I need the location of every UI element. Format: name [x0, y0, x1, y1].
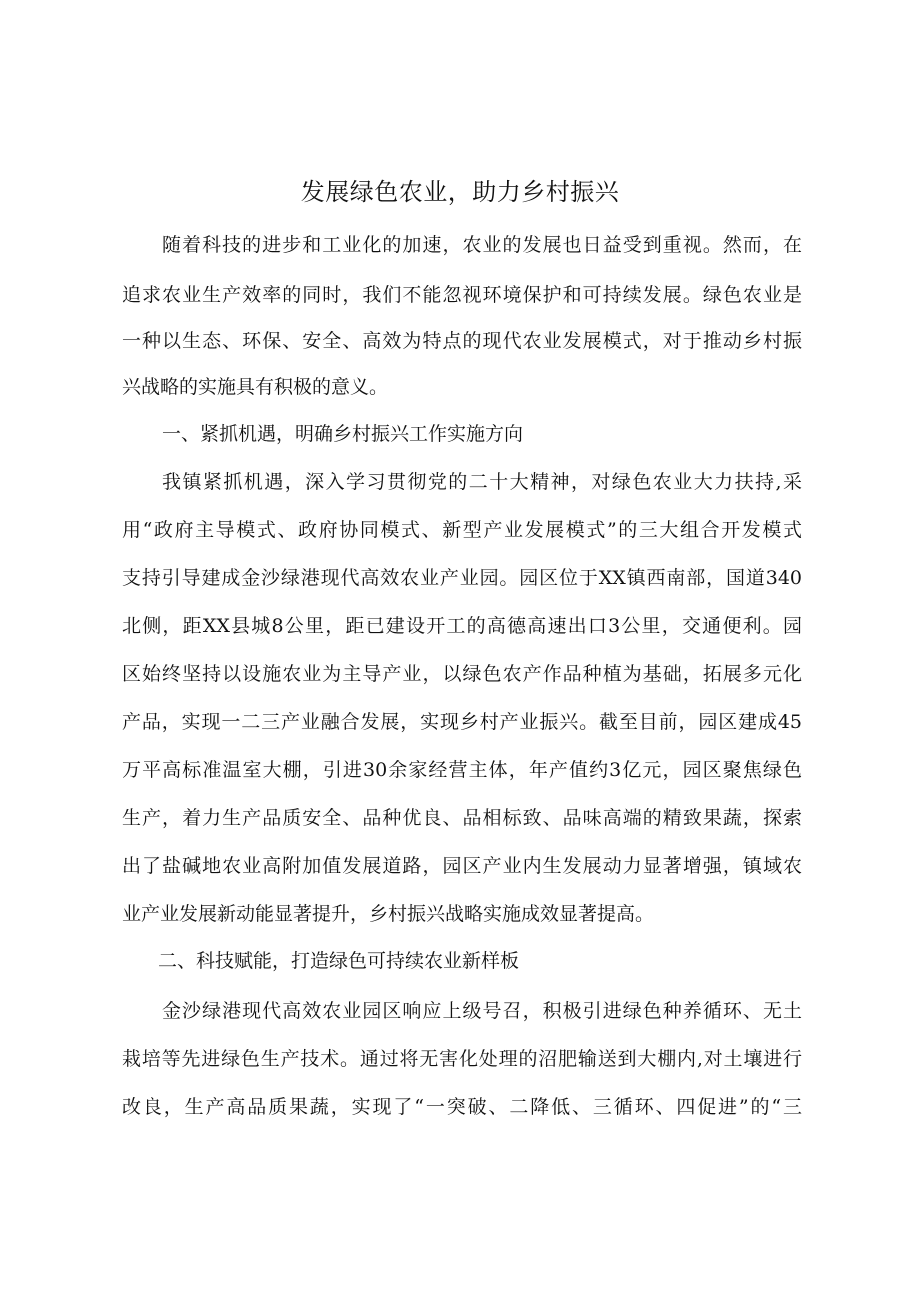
- section-heading: 一、紧抓机遇，明确乡村振兴工作实施方向: [162, 423, 524, 445]
- paragraph-line: 一种以生态、环保、安全、高效为特点的现代农业发展模式，对于推动乡村振: [122, 330, 802, 352]
- paragraph-line: 区始终坚持以设施农业为主导产业，以绿色农产作品种植为基础，拓展多元化: [122, 663, 802, 685]
- paragraph-line: 万平高标准温室大棚，引进30余家经营主体，年产值约3亿元，园区聚焦绿色: [122, 759, 802, 781]
- paragraph-line: 追求农业生产效率的同时，我们不能忽视环境保护和可持续发展。绿色农业是: [122, 284, 802, 306]
- paragraph-line: 栽培等先进绿色生产技术。通过将无害化处理的沼肥输送到大棚内,对土壤进行: [122, 1048, 802, 1070]
- paragraph-line: 业产业发展新动能显著提升，乡村振兴战略实施成效显著提高。: [122, 903, 655, 925]
- paragraph-line: 出了盐碱地农业高附加值发展道路，园区产业内生发展动力显著增强，镇域农: [122, 855, 802, 877]
- paragraph-line: 改良，生产高品质果蔬，实现了“一突破、二降低、三循环、四促进”的“三: [122, 1096, 802, 1118]
- section-heading: 二、科技赋能，打造绿色可持续农业新样板: [158, 950, 520, 972]
- paragraph-line: 我镇紧抓机遇，深入学习贯彻党的二十大精神，对绿色农业大力扶持,采: [162, 471, 802, 493]
- paragraph-line: 北侧，距XX县城8公里，距已建设开工的高德高速出口3公里，交通便利。园: [122, 615, 802, 637]
- paragraph-line: 用“政府主导模式、政府协同模式、新型产业发展模式”的三大组合开发模式: [122, 519, 802, 541]
- paragraph-line: 产品，实现一二三产业融合发展，实现乡村产业振兴。截至目前，园区建成45: [122, 711, 802, 733]
- paragraph-line: 生产，着力生产品质安全、品种优良、品相标致、品味高端的精致果蔬，探索: [122, 807, 802, 829]
- paragraph-line: 金沙绿港现代高效农业园区响应上级号召，积极引进绿色种养循环、无土: [162, 1000, 802, 1022]
- document-title: 发展绿色农业，助力乡村振兴: [300, 178, 620, 206]
- paragraph-line: 支持引导建成金沙绿港现代高效农业产业园。园区位于XX镇西南部，国道340: [122, 567, 802, 589]
- paragraph-line: 兴战略的实施具有积极的意义。: [122, 376, 389, 398]
- paragraph-line: 随着科技的进步和工业化的加速，农业的发展也日益受到重视。然而，在: [162, 234, 802, 256]
